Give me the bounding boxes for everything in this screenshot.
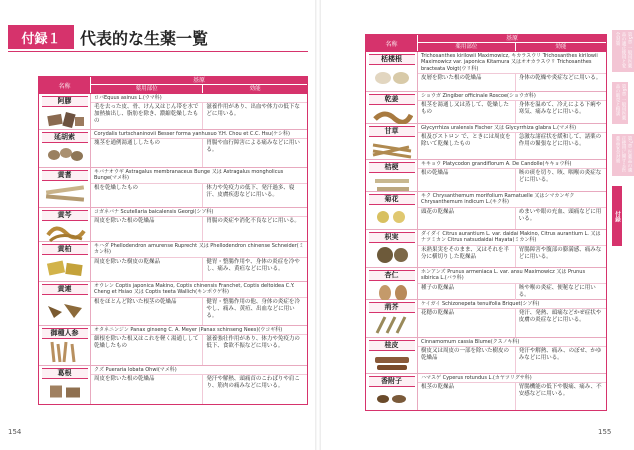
- table-row: [366, 268, 606, 300]
- header-effect: 効能: [516, 43, 606, 51]
- herb-properties: [91, 375, 307, 404]
- herb-effect: 急激な諸症状を緩和して、諸薬の作用の緊張などに用いる。: [518, 134, 602, 148]
- herb-effect: 咳の痰を切り、咳、咽喉の炎症などに用いる。: [518, 170, 602, 184]
- herb-medicinal-part: 樹皮又は周皮の一部を除いた樹皮の乾燥品: [418, 347, 516, 373]
- herb-source: キク Chrysanthemum morifolium Ramatuelle 又はシマカンギク Chrysanthemum indicum L.(キク科): [418, 192, 606, 208]
- table-row: [366, 52, 606, 92]
- herb-illustration: [43, 107, 87, 131]
- herb-details: [418, 300, 606, 337]
- chapter-tab-item[interactable]: 第6章 一般用医薬品の販売と相談: [612, 82, 628, 124]
- herb-properties: [91, 139, 307, 167]
- herb-name: 黄柏: [42, 244, 88, 255]
- herb-effect: 滋養強壮作用があり、体力や免疫力の低下、食欲不振などに用いる。: [206, 336, 300, 350]
- herb-image-cell: [39, 326, 91, 365]
- herb-properties: [418, 347, 606, 373]
- herb-details: [91, 282, 307, 325]
- herb-properties: [418, 169, 606, 191]
- herb-effect: 咳や喉の炎症、便秘などに用いる。: [518, 284, 596, 298]
- herb-effect: めまいや眼の充血、頭痛などに用いる。: [518, 208, 602, 222]
- herb-image-cell: [39, 94, 91, 129]
- herb-source: コガネバナ Scutellaria baicalensis Georgi(シソ科): [91, 208, 307, 217]
- herb-effect: 胃腸機能の低下や腹痛、痛み、不安感などに用いる。: [518, 384, 602, 398]
- table-row: [366, 160, 606, 192]
- herb-name: 御種人参: [42, 328, 88, 339]
- herb-details: [91, 366, 307, 404]
- herb-source: Trichosanthes kirilowii Maximowicz, キカラスウリ Trichosanthes kirilowii Maximowicz var. japonica Kitamura 又はオオカラスウリ Trichosanthes bracteata Voigt(ウリ科): [418, 52, 606, 74]
- herb-illustration: [370, 387, 414, 411]
- herb-details: [91, 242, 307, 281]
- herb-medicinal-part: 毛を去った皮、骨、けん又はじん帯を水で加熱抽出し、脂肪を除き、濃縮乾燥したもの: [91, 103, 203, 129]
- herb-illustration: [370, 313, 414, 337]
- herb-name: 香附子: [369, 376, 415, 387]
- chapter-side-tabs: [612, 30, 634, 256]
- herb-illustration: [43, 379, 87, 404]
- herb-medicinal-part: 周皮を除いた根の乾燥品: [91, 375, 203, 404]
- herb-source: ホンアンズ Prunus armeniaca L. var. ansu Maximowicz 又は Prunus sibirica L.(バラ科): [418, 268, 606, 284]
- herb-illustration: [43, 181, 87, 207]
- table-row: [39, 208, 307, 242]
- herb-source: ロバEquus asinus L.(ウマ科): [91, 94, 307, 103]
- chapter-tab: 付録１: [8, 25, 74, 49]
- herb-medicinal-part: 根の乾燥品: [418, 169, 516, 191]
- herb-properties: [91, 335, 307, 365]
- herb-table-left: [38, 76, 308, 405]
- herb-medicinal-part: 根茎の乾燥品: [418, 383, 516, 410]
- herb-medicinal-part: 頭花の乾燥品: [418, 208, 516, 229]
- herb-name: 荊芥: [369, 302, 415, 313]
- herb-source: キハダ Phellodendron amurense Ruprecht 又は Phellodendron chinense Schneider(ミカン科): [91, 242, 307, 258]
- chapter-tab-item[interactable]: 第5章 一般用医薬品の適正使用と安全対策: [612, 30, 634, 72]
- herb-name: 葛根: [42, 368, 88, 379]
- header-kiso: 基原: [91, 77, 307, 85]
- herb-details: [418, 268, 606, 299]
- table-row: [366, 92, 606, 124]
- herb-effect: 胃腸や血行障害による痛みなどに用いる。: [206, 140, 300, 154]
- herb-name: 甘草: [369, 126, 415, 137]
- herb-source: Cinnamomum cassia Blume(クスノキ科): [418, 338, 606, 347]
- herb-illustration: [370, 351, 414, 375]
- herb-properties: [418, 101, 606, 123]
- herb-photo-icon: [371, 243, 413, 267]
- herb-medicinal-part: 皮層を除いた根の乾燥品: [418, 74, 516, 91]
- herb-photo-icon: [44, 255, 86, 281]
- herb-details: [418, 374, 606, 410]
- herb-effect: 身体の乾燥や炎症などに用いる。: [518, 75, 602, 82]
- herb-illustration: [370, 243, 414, 267]
- herb-medicinal-part: 根を乾燥したもの: [91, 184, 203, 207]
- herb-details: [418, 52, 606, 91]
- herb-effect: 発汗や解熱、痛み、のぼせ、かゆみなどに用いる。: [518, 348, 602, 362]
- herb-properties: [418, 383, 606, 410]
- table-row: [366, 124, 606, 160]
- herb-image-cell: [366, 374, 418, 410]
- herb-photo-icon: [371, 137, 413, 161]
- herb-details: [91, 94, 307, 129]
- herb-photo-icon: [371, 387, 413, 411]
- herb-medicinal-part: 周皮を除いた樹皮の乾燥品: [91, 258, 203, 281]
- herb-name: 黄芩: [42, 210, 88, 221]
- chapter-tab-item[interactable]: 付録: [612, 186, 622, 246]
- herb-photo-icon: [44, 107, 86, 131]
- herb-illustration: [43, 143, 87, 167]
- herb-effect: 身体を温めて、冷えによる下痢や寒気、痛みなどに用いる。: [518, 102, 602, 116]
- table-row: [39, 326, 307, 366]
- table-row: [39, 168, 307, 208]
- herb-source: クズ Pueraria lobata Ohwi(マメ科): [91, 366, 307, 375]
- herb-medicinal-part: 塊茎を通例湯通ししたもの: [91, 139, 203, 167]
- page-number-right: 155: [598, 428, 612, 436]
- table-row: [366, 230, 606, 268]
- herb-properties: [91, 184, 307, 207]
- herb-source: キバナオウギ Astragalus membranaceus Bunge 又は Astragalus mongholicus Bunge(マメ科): [91, 168, 307, 184]
- herb-name: 桂皮: [369, 340, 415, 351]
- table-row: [366, 300, 606, 338]
- herb-details: [418, 160, 606, 191]
- herb-properties: [91, 217, 307, 241]
- herb-photo-icon: [371, 65, 413, 91]
- herb-image-cell: [366, 52, 418, 91]
- herb-source: ダイダイ Citrus aurantium L. var. daidai Makino, Citrus aurantium L. 又はナツミカン Citrus natsudaidai Hayata(ミカン科): [418, 230, 606, 246]
- herb-image-cell: [366, 230, 418, 267]
- herb-image-cell: [366, 160, 418, 191]
- herb-image-cell: [366, 192, 418, 229]
- herb-effect: 体力や免疫力の低下、発汗過多、寝汗、皮膚疾患などに用いる。: [206, 184, 295, 198]
- herb-image-cell: [39, 242, 91, 281]
- herb-properties: [91, 103, 307, 129]
- herb-name: 阿膠: [42, 96, 88, 107]
- herb-properties: [418, 246, 606, 267]
- herb-source: Glycyrrhiza uralensis Fischer 又は Glycyrrhiza glabra L.(マメ科): [418, 124, 606, 133]
- table-row: [366, 338, 606, 374]
- header-kiso: 基原: [418, 35, 606, 43]
- herb-table-right: [365, 34, 607, 411]
- herb-medicinal-part: 細根を除いた根又はこれを軽く湯通しして乾燥したもの: [91, 335, 203, 365]
- herb-effect: 健胃・整腸作用や、身体の炎症を冷やし、痛み、黄疸などに用いる。: [206, 258, 300, 272]
- herb-photo-icon: [371, 205, 413, 229]
- herb-image-cell: [366, 268, 418, 299]
- herb-medicinal-part: 周皮を除いた根の乾燥品: [91, 217, 203, 241]
- herb-effect: 発汗や解熱、頭痛首のこわばりや肩こり、筋肉の痛みなどに用いる。: [206, 376, 300, 390]
- herb-name: 黄連: [42, 284, 88, 295]
- herb-name: 栝楼根: [369, 54, 415, 65]
- herb-photo-icon: [371, 351, 413, 375]
- herb-details: [418, 230, 606, 267]
- herb-effect: 健胃・整腸作用の他、身体の炎症を冷やし、痛み、黄疸、出血などに用いる。: [206, 298, 300, 319]
- chapter-tab-item[interactable]: 第7章 医薬品の適正使用に関する医薬品安全対策: [612, 134, 634, 176]
- herb-effect: 胃腸の炎症や消化不良などに用いる。: [206, 218, 300, 225]
- header-effect: 効能: [203, 85, 307, 93]
- book-gutter: [315, 0, 321, 450]
- herb-photo-icon: [44, 295, 86, 325]
- herb-source: ケイガイ Schizonepeta tenuifolia Briquet(シソ科): [418, 300, 606, 309]
- herb-photo-icon: [44, 339, 86, 365]
- herb-medicinal-part: 根茎を湯通し又は蒸して、乾燥したもの: [418, 101, 516, 123]
- table-row: [366, 374, 606, 410]
- table-header: [39, 77, 307, 94]
- herb-name: 杏仁: [369, 270, 415, 281]
- herb-photo-icon: [44, 181, 86, 207]
- header-part: 薬用部位: [418, 43, 516, 51]
- page-number-left: 154: [8, 428, 22, 436]
- herb-effect: 発汗、発熱、頭痛などかぜ症状や皮膚の炎症などに用いる。: [518, 310, 602, 324]
- table-header: [366, 35, 606, 52]
- table-row: [366, 192, 606, 230]
- herb-image-cell: [39, 282, 91, 325]
- herb-properties: [418, 74, 606, 91]
- herb-properties: [418, 133, 606, 159]
- herb-details: [418, 124, 606, 159]
- herb-illustration: [43, 295, 87, 325]
- herb-details: [418, 92, 606, 123]
- herb-medicinal-part: 種子の乾燥品: [418, 284, 516, 300]
- herb-name: 乾姜: [369, 94, 415, 105]
- herb-properties: [418, 284, 606, 300]
- herb-details: [418, 338, 606, 373]
- herb-properties: [418, 208, 606, 229]
- heading-rule: [8, 51, 308, 52]
- herb-medicinal-part: 根をほとんど除いた根茎の乾燥品: [91, 298, 203, 325]
- header-name: 名称: [366, 35, 418, 51]
- herb-source: ショウガ Zingiber officinale Roscoe(ショウガ科): [418, 92, 606, 101]
- herb-name: 黄耆: [42, 170, 88, 181]
- herb-effect: 胃腸障害や腹部の膨満感、痛みなどに用いる。: [518, 246, 602, 260]
- herb-image-cell: [39, 208, 91, 241]
- herb-details: [91, 168, 307, 207]
- herb-name: 延胡索: [42, 132, 88, 143]
- herb-image-cell: [366, 338, 418, 373]
- herb-illustration: [43, 339, 87, 365]
- herb-details: [91, 208, 307, 241]
- herb-photo-icon: [44, 379, 86, 404]
- table-row: [39, 282, 307, 326]
- herb-source: オタネニンジン Panax ginseng C. A. Meyer (Panax schinseng Nees)(ウコギ科): [91, 326, 307, 335]
- herb-medicinal-part: 根及びストロン で、ときには周皮を除いて乾燥したもの: [418, 133, 516, 159]
- herb-source: キキョウ Platycodon grandiflorum A. De Candolle(キキョウ科): [418, 160, 606, 169]
- herb-properties: [418, 309, 606, 337]
- page-title: 代表的な生薬一覧: [80, 29, 209, 48]
- herb-photo-icon: [44, 143, 86, 167]
- header-part: 薬用部位: [91, 85, 203, 93]
- herb-source: オウレン Coptis japonica Makino, Coptis chinensis Franchet, Coptis deltoidea C.Y. Cheng et Hsiao 又は Coptis teeta Wallich(キンポウゲ科): [91, 282, 307, 298]
- herb-photo-icon: [371, 313, 413, 337]
- table-row: [39, 366, 307, 404]
- herb-image-cell: [39, 130, 91, 167]
- herb-illustration: [370, 137, 414, 161]
- herb-name: 枳実: [369, 232, 415, 243]
- table-row: [39, 130, 307, 168]
- herb-details: [91, 326, 307, 365]
- herb-illustration: [370, 65, 414, 91]
- herb-source: Corydalis turtschaninovii Besser forma yanhusuo Y.H. Chou et C.C. Hsu(ケシ科): [91, 130, 307, 139]
- herb-image-cell: [39, 366, 91, 404]
- table-row: [39, 242, 307, 282]
- table-row: [39, 94, 307, 130]
- herb-name: 桔梗: [369, 162, 415, 173]
- herb-image-cell: [39, 168, 91, 207]
- herb-details: [91, 130, 307, 167]
- herb-effect: 滋養作用があり、出血や体力の低下などに用いる。: [206, 104, 300, 118]
- herb-properties: [91, 298, 307, 325]
- herb-illustration: [370, 205, 414, 229]
- herb-illustration: [43, 255, 87, 281]
- herb-image-cell: [366, 300, 418, 337]
- herb-medicinal-part: 花穂の乾燥品: [418, 309, 516, 337]
- herb-image-cell: [366, 92, 418, 123]
- herb-medicinal-part: 未熟果実をそのまま、又はそれを半分に横切りした乾燥品: [418, 246, 516, 267]
- herb-source: ハマスゲ Cyperus rotundus L.(カヤツリグサ科): [418, 374, 606, 383]
- herb-name: 菊花: [369, 194, 415, 205]
- herb-properties: [91, 258, 307, 281]
- header-name: 名称: [39, 77, 91, 93]
- herb-details: [418, 192, 606, 229]
- herb-image-cell: [366, 124, 418, 159]
